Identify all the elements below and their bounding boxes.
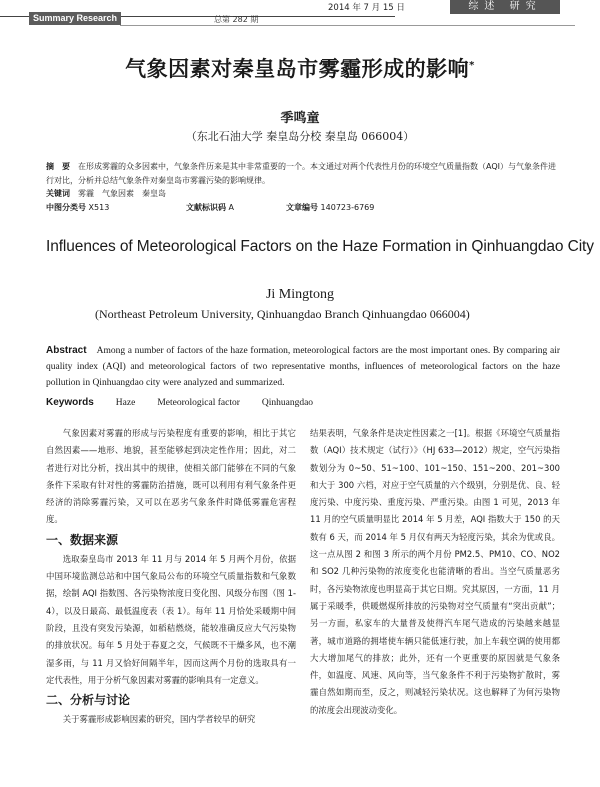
abstract-en-label: Abstract bbox=[46, 345, 87, 356]
clc-label: 中图分类号 bbox=[46, 203, 86, 212]
body-column-right bbox=[310, 425, 560, 719]
body-column-left bbox=[46, 425, 296, 728]
affiliation-en: (Northeast Petroleum University, Qinhuangdao Branch Qinhuangdao 066004) bbox=[95, 307, 470, 321]
section-1-heading: 一、数据来源 bbox=[46, 532, 119, 547]
article-no-label: 文章编号 bbox=[286, 203, 318, 212]
publication-date: 2014 年 7 月 15 日 bbox=[328, 3, 405, 13]
author-en: Ji Mingtong bbox=[265, 287, 335, 302]
doc-code-value: A bbox=[228, 203, 235, 212]
article-no-value: 140723-6769 bbox=[320, 203, 375, 212]
keywords-zh-label: 关键词 bbox=[46, 189, 70, 198]
results-paragraph: 结果表明，气象条件是决定性因素之一[1]。根据《环境空气质量指数（AQI）技术规定（试行）》（HJ 633—2012）规定，空气污染指数划分为 0~50、51~100、101~150、151~200、201~300 和大于 300 六档，对应于空气质量的六个级别，分别是优、良、轻度污染、中度污染、重度污染、严重污染。由图 1 可见，2013 年 11 月的空气质量明显比 2014 年 5 月差，AQI 指数大于 150 的天数有 6 天，而 2014 年 5 月仅有两天为轻度污染，其余为优或良。这一点从图 2 和图 3 所示的两个月份 PM2.5、PM10、CO、NO2 和 SO2 几种污染物的浓度变化也能清晰的看出。当空气质量恶劣时，各污染物浓度也明显高于其它日期。究其原因，一方面，11 月属于采暖季，供暖燃煤所排放的污染物对空气质量有“突出贡献”；另一方面，私家车的大量普及使得汽车尾气造成的污染越来越显著，城市道路的拥堵使车辆只能低速行驶，加上车载空调的使用都大大增加尾气的排放；此外，还有一个更重要的原因就是气象条件，如温度、风速、风向等，当气象条件不利于污染物扩散时，雾霾自然如期而至，反之，则减轻污染状况。这也解释了为何污染物的浓度会出现波动变化。 bbox=[310, 428, 560, 715]
page-header bbox=[0, 0, 600, 30]
keyword-en: Meteorological factor bbox=[157, 398, 240, 408]
issue-number: 总第 282 期 bbox=[214, 15, 259, 24]
author-zh: 季鸣童 bbox=[280, 111, 320, 126]
section-label: Summary Research bbox=[29, 12, 121, 25]
keyword-en: Haze bbox=[115, 398, 136, 408]
section-2-heading: 二、分析与讨论 bbox=[46, 693, 131, 708]
doc-code-label: 文献标识码 bbox=[186, 203, 226, 212]
title-zh-text: 气象因素对秦皇岛市雾霾形成的影响 bbox=[125, 57, 470, 81]
abstract-zh-text: 在形成雾霾的众多因素中，气象条件历来是其中非常重要的一个。本文通过对两个代表性月份的环境空气质量指数（AQI）与气象条件进行对比，分析并总结气象条件对秦皇岛市雾霾污染的影响规律。 bbox=[46, 162, 557, 185]
abstract-zh-label: 摘 要 bbox=[46, 162, 71, 171]
keyword-en: Qinhuangdao bbox=[261, 398, 314, 408]
abstract-en-text: Among a number of factors of the haze formation, meteorological factors are the most important ones. By comparing air quality index (AQI) and meteorological factors of two representative months, influences of meteorological factors on the haze pollution in Qinhuangdao city were analyzed and summarized. bbox=[46, 346, 560, 388]
title-zh bbox=[0, 53, 600, 83]
section-1-paragraph: 选取秦皇岛市 2013 年 11 月与 2014 年 5 月两个月份，依据中国环境监测总站和中国气象局公布的环境空气质量指数和气象数据，绘制 AQI 指数图、各污染物浓度日变化图、风级分布图（图 1-4），以及日最高、最低温度表（表 1）。每年 11 月恰处采暖期中间阶段，且没有突发污染源，如稻秸燃烧，能较准确反应大气污染物的排放状况。每年 5 月处于春夏之交，气候既不干燥多风，也不潮湿多雨，与 11 月又恰好间隔半年，因而这两个月份的选取具有一定代表性，用于分析气象因素对雾霾的影响具有一定意义。 bbox=[46, 553, 296, 685]
column-label: 综述 研究 bbox=[450, 0, 560, 14]
keywords-zh bbox=[46, 188, 166, 199]
keywords-en bbox=[46, 397, 335, 408]
section-2-paragraph: 关于雾霾形成影响因素的研究，国内学者较早的研究 bbox=[62, 714, 256, 725]
abstract-zh bbox=[46, 160, 556, 188]
keywords-zh-text: 雾霾 气象因素 秦皇岛 bbox=[78, 189, 166, 198]
header-rule-lower bbox=[120, 25, 575, 26]
intro-paragraph: 气象因素对雾霾的形成与污染程度有重要的影响，相比于其它自然因素——地形、地貌，甚至能够起到决定性作用；因此，对二者进行对比分析，找出其中的规律，使相关部门能够在不同的气象条件下采取有针对性的雾霾防治措施，既可以利用有利气象条件更经济的消除雾霾污染，又可以在恶劣气象条件时降低雾霾危害程度。 bbox=[46, 428, 296, 525]
title-en: Influences of Meteorological Factors on the Haze Formation in Qinhuangdao City bbox=[46, 238, 594, 255]
abstract-en bbox=[46, 343, 560, 391]
keywords-en-label: Keywords bbox=[46, 397, 94, 408]
clc-value: X513 bbox=[88, 203, 110, 212]
affiliation-zh: （东北石油大学 秦皇岛分校 秦皇岛 066004） bbox=[185, 130, 415, 143]
title-footnote-mark: * bbox=[469, 60, 475, 71]
